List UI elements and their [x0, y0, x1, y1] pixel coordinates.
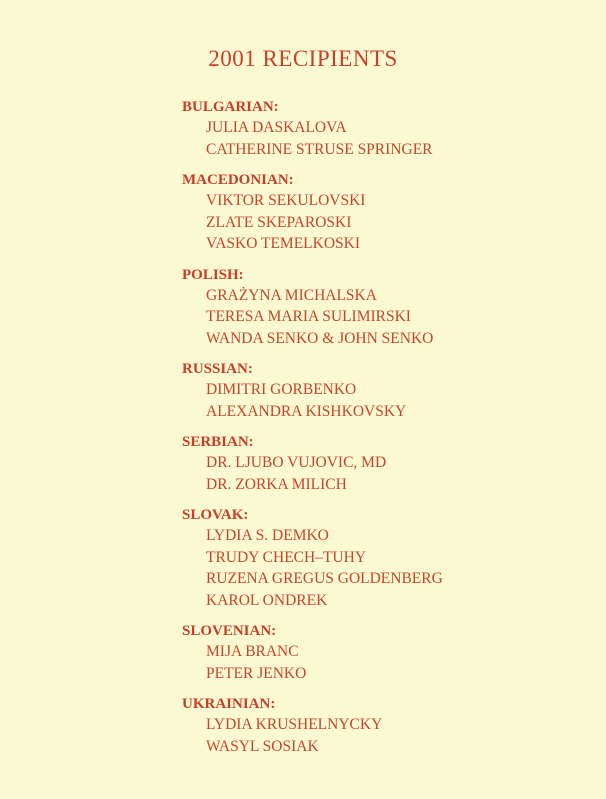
group-heading: SLOVAK:: [182, 507, 249, 523]
group-heading: UKRAINIAN:: [182, 696, 276, 712]
recipient-name: WASYL SOSIAK: [206, 737, 319, 755]
group-heading: SERBIAN:: [182, 434, 254, 450]
group-heading: MACEDONIAN:: [182, 172, 294, 188]
group-ukrainian: [182, 695, 582, 757]
recipient-name: PETER JENKO: [206, 664, 307, 682]
recipient-name: DR. LJUBO VUJOVIC, MD: [206, 454, 387, 471]
recipient-name: ZLATE SKEPAROSKI: [206, 213, 352, 231]
page-title: 2001 RECIPIENTS: [208, 46, 398, 71]
recipient-name: WANDA SENKO & JOHN SENKO: [206, 329, 434, 347]
recipient-name: TERESA MARIA SULIMIRSKI: [206, 308, 411, 325]
group-polish: [182, 266, 582, 350]
group-macedonian: [182, 171, 582, 255]
recipient-name: VASKO TEMELKOSKI: [206, 235, 361, 252]
recipient-name: LYDIA S. DEMKO: [206, 527, 329, 544]
name-list: [182, 117, 582, 160]
name-list: [182, 452, 582, 495]
name-list: [182, 379, 582, 422]
recipient-groups: [182, 98, 582, 768]
recipient-name: MIJA BRANC: [206, 643, 299, 660]
name-list: [182, 285, 582, 350]
recipient-name: VIKTOR SEKULOVSKI: [206, 192, 366, 209]
recipient-name: KAROL ONDREK: [206, 591, 328, 609]
group-serbian: [182, 433, 582, 495]
name-list: [182, 525, 582, 611]
name-list: [182, 190, 582, 255]
group-heading: POLISH:: [182, 266, 244, 283]
recipient-name: JULIA DASKALOVA: [206, 119, 347, 136]
group-bulgarian: [182, 98, 582, 160]
group-slovenian: [182, 622, 582, 684]
recipient-name: RUZENA GREGUS GOLDENBERG: [206, 570, 443, 587]
group-heading: SLOVENIAN:: [182, 623, 277, 639]
recipient-name: CATHERINE STRUSE SPRINGER: [206, 140, 433, 158]
name-list: [182, 641, 582, 684]
recipient-name: TRUDY CHECH–TUHY: [206, 548, 367, 566]
recipient-name: DR. ZORKA MILICH: [206, 475, 347, 493]
recipient-name: LYDIA KRUSHELNYCKY: [206, 716, 383, 733]
group-heading: RUSSIAN:: [182, 361, 253, 377]
group-heading: BULGARIAN:: [182, 99, 279, 115]
recipient-name: DIMITRI GORBENKO: [206, 381, 357, 398]
name-list: [182, 714, 582, 757]
group-slovak: [182, 506, 582, 611]
recipient-name: ALEXANDRA KISHKOVSKY: [206, 402, 407, 420]
recipient-name: GRAŻYNA MICHALSKA: [206, 286, 377, 304]
group-russian: [182, 360, 582, 422]
